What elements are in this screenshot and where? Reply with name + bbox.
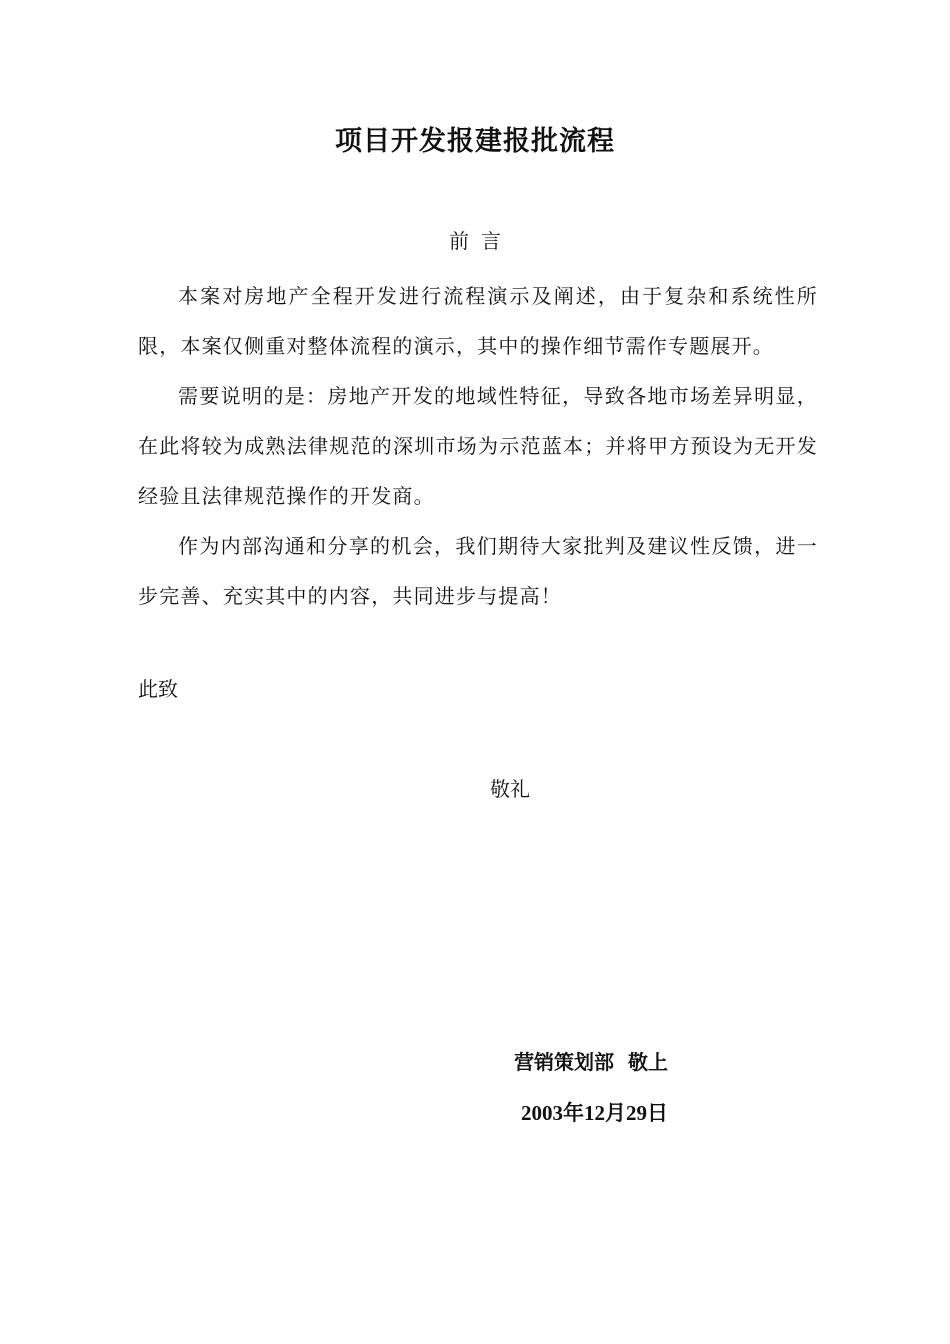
preface-heading-char-2: 言 bbox=[481, 229, 501, 253]
paragraph-3: 作为内部沟通和分享的机会，我们期待大家批判及建议性反馈，进一步完善、充实其中的内容，共同进步与提高！ bbox=[138, 534, 818, 608]
document-title: 项目开发报建报批流程 bbox=[335, 126, 615, 157]
paragraph-1: 本案对房地产全程开发进行流程演示及阐述，由于复杂和系统性所限，本案仅侧重对整体流程的演示，其中的操作细节需作专题展开。 bbox=[138, 284, 818, 358]
signature-date: 2003年12月29日 bbox=[521, 1101, 668, 1125]
preface-body bbox=[138, 271, 818, 621]
closing-salutation: 此致 bbox=[138, 677, 178, 701]
paragraph-2: 需要说明的是：房地产开发的地域性特征，导致各地市场差异明显，在此将较为成熟法律规范的深圳市场为示范蓝本；并将甲方预设为无开发经验且法律规范操作的开发商。 bbox=[138, 384, 818, 508]
preface-heading bbox=[0, 226, 950, 256]
preface-heading-char-1: 前 bbox=[449, 229, 469, 253]
signature: 营销策划部 敬上 bbox=[514, 1050, 668, 1074]
closing-respect: 敬礼 bbox=[490, 777, 530, 801]
